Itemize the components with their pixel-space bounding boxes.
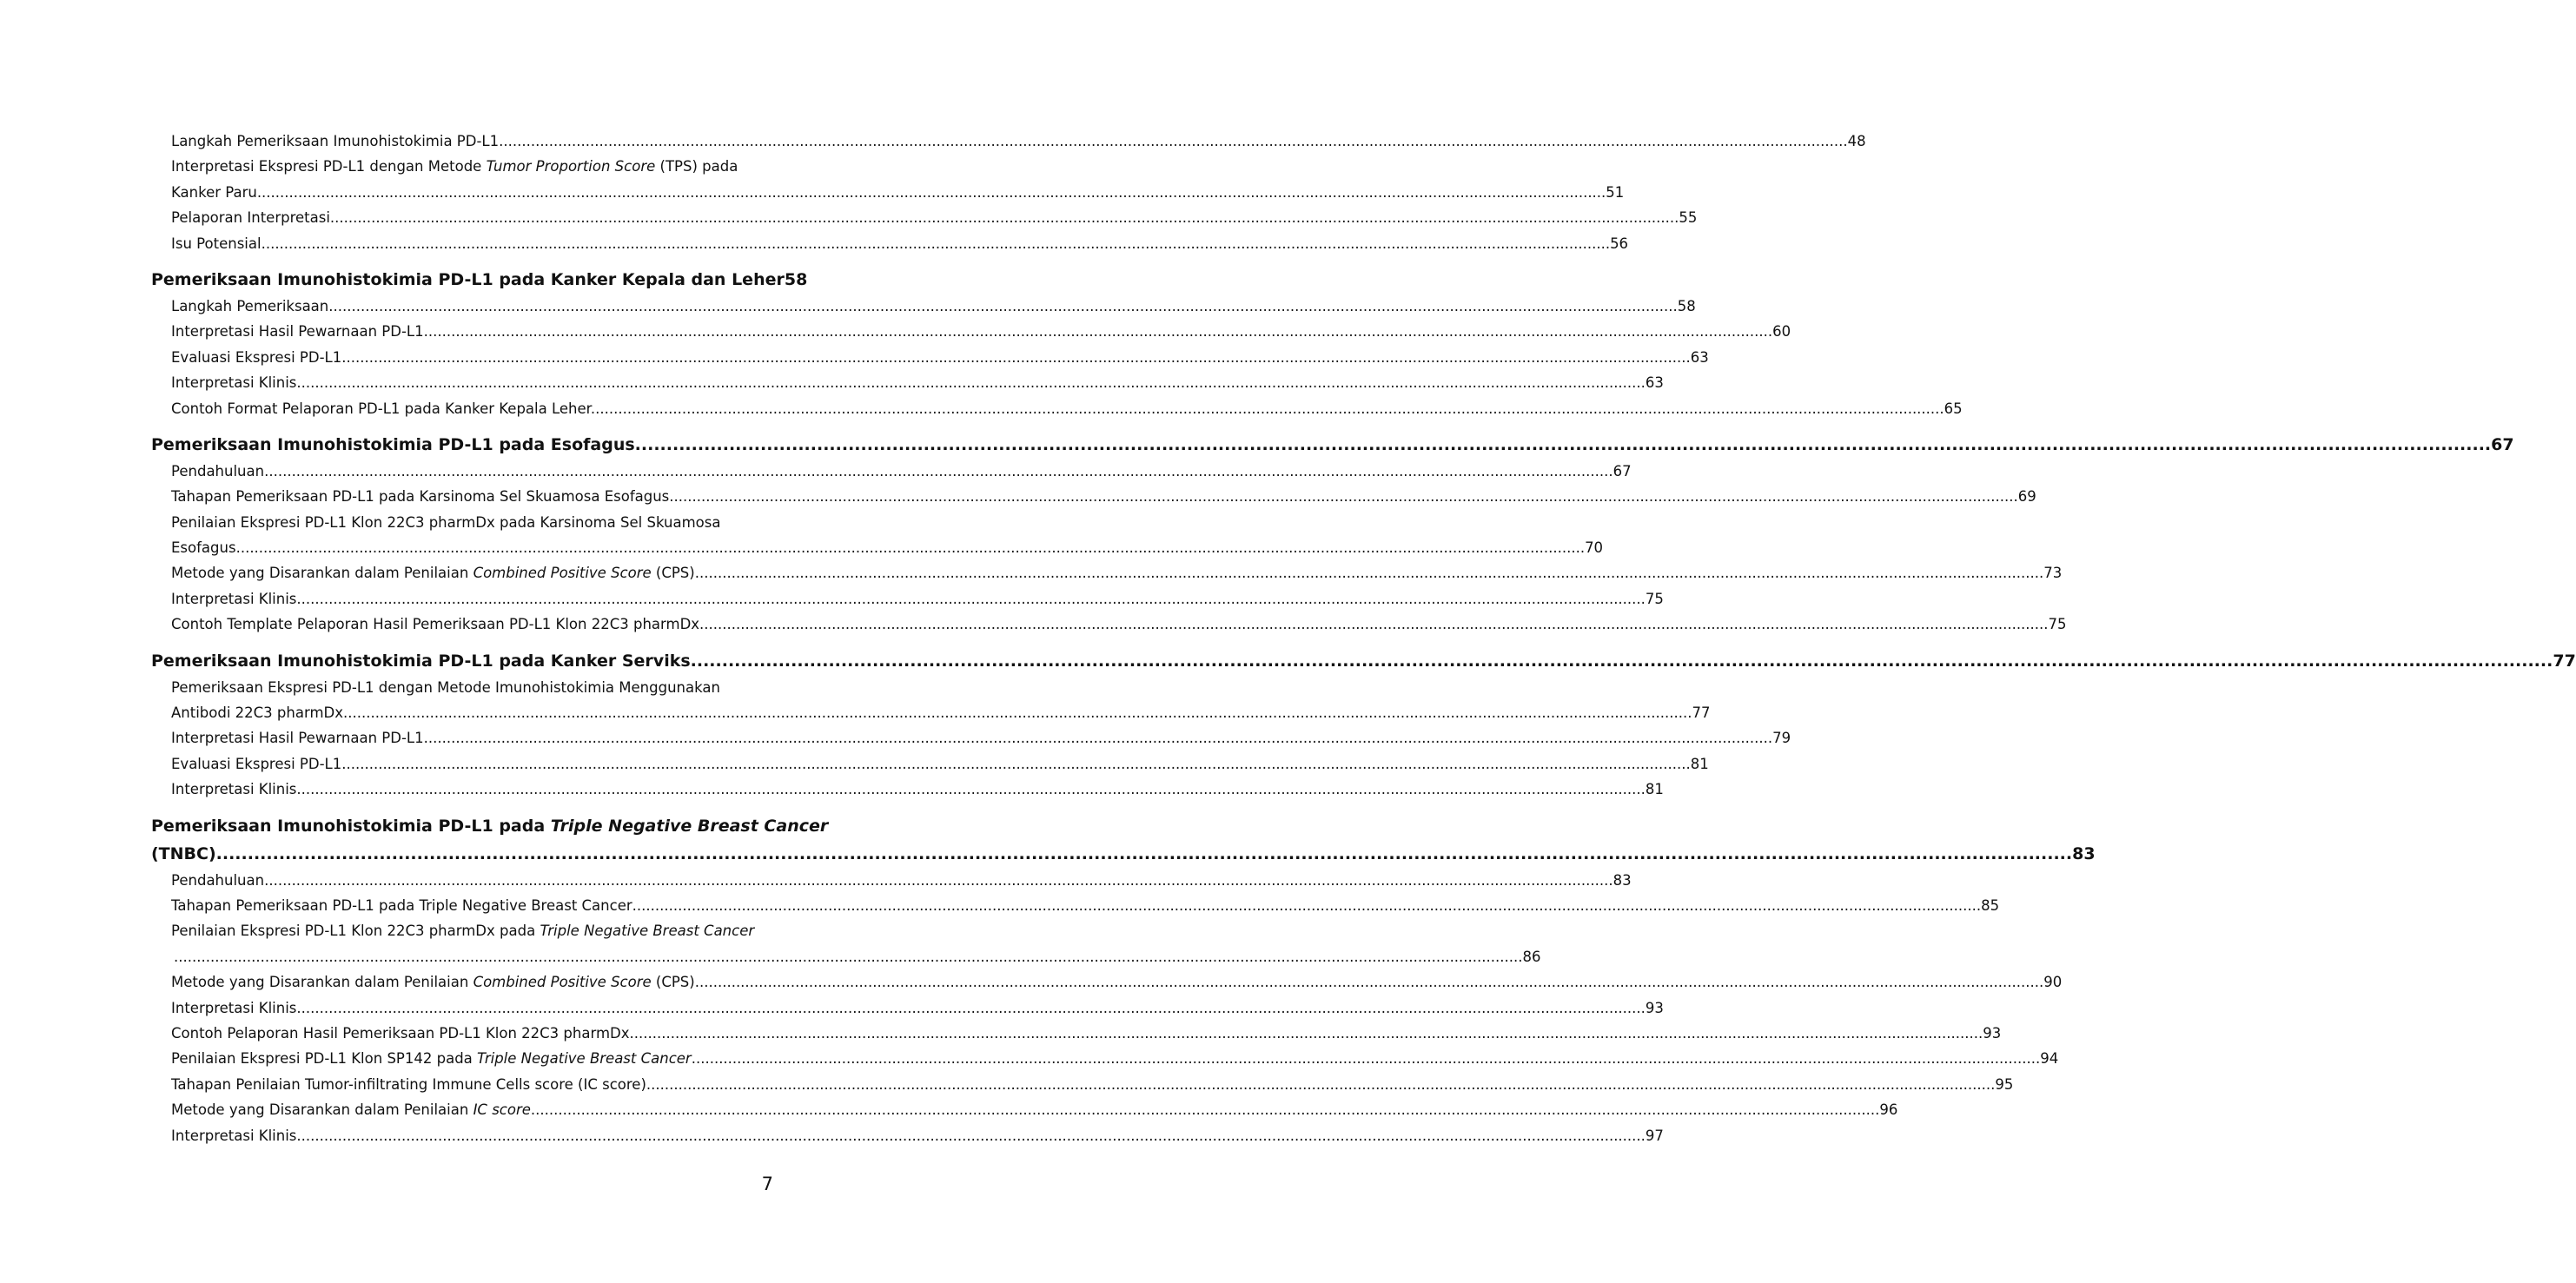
dot-leader — [296, 1123, 1645, 1148]
toc-section-heading[interactable] — [151, 840, 2096, 868]
toc-entry-title: Tahapan Pemeriksaan PD-L1 pada Triple Negative Breast Cancer — [171, 896, 632, 914]
toc-section-heading[interactable] — [151, 647, 2576, 675]
toc-entry-title: (TPS) pada — [655, 158, 738, 175]
toc-entry-page: 81 — [1645, 781, 1664, 798]
toc-entry-page: 73 — [2043, 565, 2063, 582]
toc-entry-page: 67 — [1612, 462, 1632, 479]
dot-leader — [341, 345, 1690, 370]
toc-entry[interactable] — [151, 868, 1632, 893]
toc-entry-title: Interpretasi Klinis — [171, 999, 297, 1016]
toc-section-title: Pemeriksaan Imunohistokimia PD-L1 pada Kanker Serviks. — [151, 651, 697, 671]
toc-section-heading[interactable] — [151, 266, 808, 294]
toc-entry[interactable] — [151, 319, 1791, 344]
dot-leader — [635, 431, 2491, 459]
toc-entry[interactable] — [151, 995, 1664, 1021]
toc-entry-title: Tahapan Pemeriksaan PD-L1 pada Karsinoma Sel Skuamosa Esofagus — [171, 488, 670, 506]
toc-entry-title: Interpretasi Klinis — [171, 590, 297, 607]
toc-entry[interactable] — [151, 725, 1791, 751]
toc-entry-line1[interactable] — [151, 154, 773, 179]
toc-entry-title-italic: Tumor Proportion Score — [486, 158, 656, 175]
toc-section-title: (TNBC) — [151, 843, 216, 863]
toc-entry[interactable] — [151, 294, 1696, 319]
toc-entry-title-part: Metode yang Disarankan dalam Penilaian — [171, 1101, 473, 1119]
dot-leader — [343, 700, 1692, 725]
dot-leader — [531, 1097, 1879, 1122]
toc-entry-page: 56 — [1610, 235, 1629, 252]
dot-leader — [595, 396, 1944, 421]
toc-entry-title: Evaluasi Ekspresi PD-L1 — [171, 755, 342, 772]
toc-entry-title-italic: Combined Positive Score — [473, 974, 652, 991]
dot-leader — [424, 319, 1772, 344]
toc-entry-page: 58 — [1677, 297, 1696, 314]
dot-leader — [296, 370, 1645, 395]
dot-leader — [330, 205, 1679, 230]
toc-entry[interactable] — [151, 751, 1709, 777]
toc-entry-page: 85 — [1981, 896, 2000, 914]
dot-leader — [632, 893, 1981, 918]
toc-entry[interactable] — [151, 205, 1698, 230]
toc-entry-title: Isu Potensial — [171, 235, 262, 252]
toc-entry-page: 94 — [2040, 1050, 2059, 1068]
toc-entry-title: Contoh Pelaporan Hasil Pemeriksaan PD-L1 Klon 22C3 pharmDx. — [171, 1024, 634, 1042]
toc-entry[interactable] — [151, 180, 1625, 205]
toc-entry-title-italic: IC score — [473, 1101, 531, 1119]
dot-leader — [669, 484, 2017, 509]
dot-leader — [424, 725, 1772, 751]
dot-leader — [695, 969, 2043, 995]
toc-entry-title: Tahapan Penilaian Tumor-infiltrating Immune Cells score (IC score) — [171, 1075, 646, 1093]
toc-entry-page: 48 — [1847, 133, 1866, 149]
toc-section-title: Pemeriksaan Imunohistokimia PD-L1 pada Kanker Kepala dan Leher — [151, 269, 785, 289]
toc-entry[interactable] — [151, 969, 2063, 995]
dot-leader — [499, 129, 1847, 154]
toc-section-heading-line1[interactable] — [151, 812, 829, 840]
toc-entry[interactable] — [151, 370, 1664, 395]
toc-entry-title: Pelaporan Interpretasi — [171, 209, 330, 227]
dot-leader — [264, 868, 1612, 893]
toc-entry-title — [171, 1046, 692, 1071]
toc-entry-title: Interpretasi Ekspresi PD-L1 dengan Metode — [171, 158, 487, 175]
toc-entry[interactable] — [151, 535, 1604, 560]
page-number: 7 — [761, 1174, 773, 1194]
toc-entry-page: 75 — [1645, 590, 1664, 607]
toc-section-page: 58 — [784, 269, 808, 289]
toc-entry-page: 75 — [2048, 616, 2067, 633]
toc-entry-page: 55 — [1679, 209, 1698, 227]
toc-entry-title: Interpretasi Hasil Pewarnaan PD-L1 — [171, 323, 424, 341]
toc-entry-title — [171, 560, 695, 585]
toc-section-title-italic: Triple Negative Breast Cancer — [550, 816, 829, 836]
toc-entry-page: 86 — [1522, 948, 1541, 965]
toc-entry-page: 96 — [1879, 1101, 1898, 1119]
dot-leader — [695, 560, 2043, 585]
toc-section-title: Pemeriksaan Imunohistokimia PD-L1 pada — [151, 816, 551, 836]
toc-entry-title-part: (CPS) — [651, 565, 695, 582]
dot-leader — [264, 459, 1612, 484]
toc-entry-line1[interactable] — [151, 918, 773, 943]
toc-entry[interactable] — [151, 1072, 2014, 1097]
toc-entry-title: Langkah Pemeriksaan — [171, 297, 329, 314]
toc-entry-title: Evaluasi Ekspresi PD-L1 — [171, 348, 342, 366]
toc-entry-title — [171, 969, 695, 995]
toc-entry[interactable] — [151, 459, 1632, 484]
toc-entry-page: 63 — [1645, 374, 1664, 392]
toc-entry-page: 70 — [1585, 539, 1604, 557]
dot-leader — [296, 995, 1645, 1021]
toc-entry[interactable] — [151, 893, 2000, 918]
toc-entry-title: Langkah Pemeriksaan Imunohistokimia PD-L1 — [171, 133, 500, 149]
dot-leader — [236, 535, 1585, 560]
toc-entry-title-italic: Combined Positive Score — [473, 565, 652, 582]
dot-leader — [692, 1046, 2040, 1071]
toc-entry-title: Kanker Paru — [171, 183, 257, 201]
toc-section-title: Pemeriksaan Imunohistokimia PD-L1 pada Esofagus — [151, 434, 635, 454]
toc-entry[interactable] — [151, 1021, 2002, 1046]
toc-entry-title — [171, 1097, 531, 1122]
dot-leader — [174, 944, 1522, 969]
toc-entry-title: Esofagus — [171, 539, 236, 557]
toc-entry-page: 90 — [2043, 974, 2063, 991]
toc-entry-title: Interpretasi Hasil Pewarnaan PD-L1 — [171, 730, 424, 747]
toc-entry[interactable] — [151, 1097, 1898, 1122]
toc-entry[interactable] — [151, 345, 1709, 370]
toc-section-page: 67 — [2491, 434, 2514, 454]
toc-entry-title: Pendahuluan — [171, 462, 265, 479]
toc-entry-title: Contoh Format Pelaporan PD-L1 pada Kanker Kepala Leher. — [171, 400, 596, 417]
toc-entry-title-italic: Triple Negative Breast Cancer — [540, 923, 755, 940]
toc-entry-title-part: Metode yang Disarankan dalam Penilaian — [171, 565, 473, 582]
dot-leader — [646, 1072, 1995, 1097]
dot-leader — [262, 231, 1610, 256]
dot-leader — [257, 180, 1606, 205]
toc-section-page: 77 — [2553, 651, 2576, 671]
toc-entry-page: 51 — [1606, 183, 1625, 201]
toc-entry-page: 63 — [1690, 348, 1709, 366]
toc-entry-page: 69 — [2017, 488, 2036, 506]
toc-entry-page: 93 — [1645, 999, 1664, 1016]
toc-entry-title-italic: Triple Negative Breast Cancer — [477, 1050, 692, 1068]
toc-entry[interactable] — [151, 560, 2063, 585]
dot-leader — [216, 840, 2072, 868]
toc-entry-title: Pemeriksaan Ekspresi PD-L1 dengan Metode Imunohistokimia Menggunakan — [171, 678, 720, 696]
toc-entry-title: Interpretasi Klinis — [171, 374, 297, 392]
dot-leader — [296, 586, 1645, 612]
dot-leader — [697, 647, 2553, 675]
toc-entry[interactable] — [151, 586, 1664, 612]
toc-entry-page: 95 — [1995, 1075, 2014, 1093]
toc-entry-line1[interactable] — [151, 510, 773, 535]
toc-entry-title-part: (CPS) — [651, 974, 695, 991]
dot-leader — [634, 1021, 1983, 1046]
toc-entry[interactable] — [151, 777, 1664, 802]
toc-entry-title: Interpretasi Klinis — [171, 1127, 297, 1144]
toc-entry-page: 93 — [1983, 1024, 2002, 1042]
toc-entry-page: 60 — [1772, 323, 1791, 341]
toc-entry-title-part: Penilaian Ekspresi PD-L1 Klon SP142 pada — [171, 1050, 478, 1068]
toc-entry-line1[interactable] — [151, 675, 773, 700]
toc-entry[interactable] — [151, 231, 1629, 256]
toc-section-heading[interactable] — [151, 431, 2514, 459]
toc-entry-title: Antibodi 22C3 pharmDx — [171, 704, 344, 722]
toc-entry[interactable] — [151, 612, 2067, 637]
toc-entry-title: Penilaian Ekspresi PD-L1 Klon 22C3 pharmDx pada Karsinoma Sel Skuamosa — [171, 513, 721, 531]
dot-leader — [341, 751, 1690, 777]
table-of-contents — [151, 129, 2576, 1148]
dot-leader — [328, 294, 1677, 319]
toc-entry-page: 97 — [1645, 1127, 1664, 1144]
toc-entry-title: Penilaian Ekspresi PD-L1 Klon 22C3 pharmDx pada — [171, 923, 540, 940]
toc-entry-page: 77 — [1692, 704, 1711, 722]
toc-entry[interactable] — [151, 129, 1866, 154]
toc-entry[interactable] — [151, 1123, 1664, 1148]
toc-entry[interactable] — [151, 484, 2036, 509]
toc-entry-title: Interpretasi Klinis — [171, 781, 297, 798]
toc-entry-page: 65 — [1944, 400, 1963, 417]
toc-entry-title-part: Metode yang Disarankan dalam Penilaian — [171, 974, 473, 991]
toc-entry[interactable] — [151, 1046, 2059, 1071]
toc-entry-page: 83 — [1612, 871, 1632, 889]
toc-entry[interactable] — [151, 396, 1963, 421]
toc-section-page: 83 — [2072, 843, 2096, 863]
toc-entry-page: 81 — [1690, 755, 1709, 772]
toc-entry[interactable] — [151, 700, 1711, 725]
toc-entry[interactable] — [151, 944, 1541, 969]
toc-entry-title: Pendahuluan — [171, 871, 265, 889]
toc-entry-title: Contoh Template Pelaporan Hasil Pemeriksaan PD-L1 Klon 22C3 pharmDx — [171, 616, 700, 633]
dot-leader — [699, 612, 2048, 637]
dot-leader — [296, 777, 1645, 802]
toc-entry-page: 79 — [1772, 730, 1791, 747]
